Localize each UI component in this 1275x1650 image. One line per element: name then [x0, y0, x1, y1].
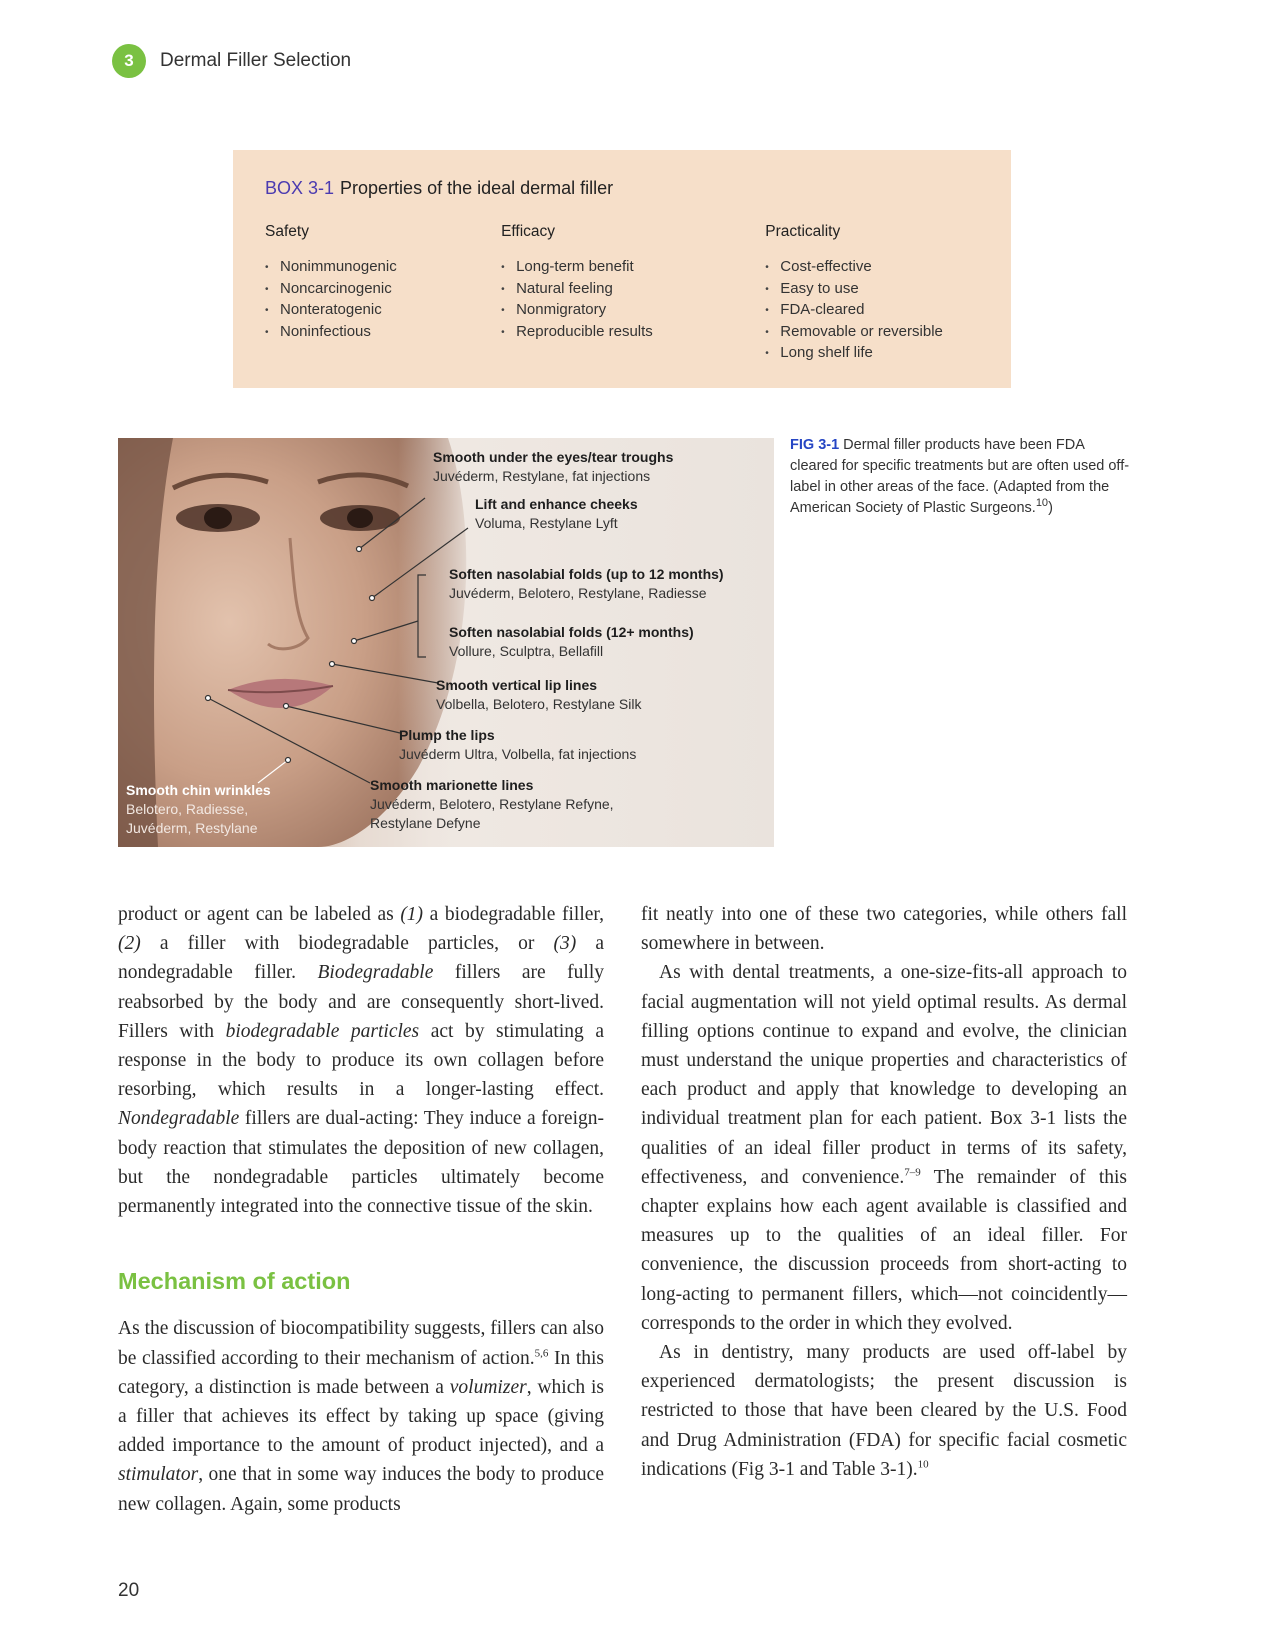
- box-column-heading: Efficacy: [501, 223, 556, 240]
- fig-label-lip-lines: Smooth vertical lip lines Volbella, Belotero, Restylane Silk: [436, 677, 642, 712]
- bullet-icon: •: [501, 305, 505, 316]
- list-item: • Reproducible results: [501, 322, 765, 344]
- list-item: • Cost-effective: [765, 257, 979, 279]
- leader-line: [208, 698, 370, 783]
- list-item: • Long-term benefit: [501, 257, 765, 279]
- bullet-icon: •: [765, 348, 769, 359]
- leader-line: [359, 498, 425, 549]
- paragraph: As in dentistry, many products are used off-label by experienced dermatologists; the present discussion is restricted to those that have been cleared by the U.S. Food and Drug Administration (FDA) for specific facial cosmetic indications (Fig 3-1 and Table 3-1).$^{10}$: [641, 1342, 1127, 1480]
- figure-label: FIG 3-1: [790, 437, 840, 453]
- page-number: 20: [118, 1580, 140, 1601]
- list-item: • FDA-cleared: [765, 300, 979, 322]
- paragraph: fit neatly into one of these two categories, while others fall somewhere in between.: [641, 904, 1127, 955]
- reference-number: 10: [1035, 497, 1049, 510]
- chapter-number-badge: 3: [112, 44, 146, 78]
- bullet-icon: •: [765, 305, 769, 316]
- box-title: [265, 178, 979, 199]
- leader-dot: [286, 758, 291, 763]
- box-column-efficacy: [501, 223, 765, 365]
- paragraph: product or agent can be labeled as (1) a biodegradable filler, (2) a filler with biodegradable particles, or (3) a nondegradable filler. Biodegradable fillers are fully reabsorbed by the body and are consequently short-lived. Fillers with biodegradable particles act by stimulating a response in the body to produce its own collagen before resorbing, which results in a longer-lasting effect. Nondegradable fillers are dual-acting: They induce a foreign-body reaction that stimulates the deposition of new collagen, but the nondegradable particles ultimately become permanently integrated into the connective tissue of the skin.: [118, 904, 604, 1218]
- bullet-icon: •: [501, 326, 505, 338]
- box-title-text: Properties of the ideal dermal filler: [340, 178, 614, 198]
- bullet-icon: •: [501, 262, 505, 273]
- bullet-icon: •: [265, 262, 269, 273]
- box-column-safety: [265, 223, 501, 365]
- figure-caption: FIG 3-1 Dermal filler products have been FDA cleared for specific treatments but are often used off-label in other areas of the face. (Adapted from the American Society of Plastic Surgeons.$^{10}$): [790, 437, 1130, 516]
- list-item: • Easy to use: [765, 279, 979, 301]
- box-label: BOX 3-1: [265, 178, 335, 198]
- box-columns: [265, 223, 979, 365]
- body-column-left: [118, 900, 604, 1519]
- leader-line: [286, 706, 400, 733]
- leader-dot: [352, 639, 357, 644]
- leader-dot: [357, 547, 362, 552]
- list-item: • Natural feeling: [501, 279, 765, 301]
- list-item: • Nonteratogenic: [265, 300, 501, 322]
- chapter-title: Dermal Filler Selection: [160, 50, 352, 71]
- leader-dot: [330, 662, 335, 667]
- box-column-heading: Safety: [265, 223, 309, 240]
- running-header: [112, 44, 351, 78]
- leader-line: [332, 664, 438, 683]
- box-column-heading: Practicality: [765, 223, 841, 240]
- list-item: • Noncarcinogenic: [265, 279, 501, 301]
- leader-dot: [206, 696, 211, 701]
- leader-bracket: [418, 575, 426, 657]
- list-item: • Long shelf life: [765, 343, 979, 365]
- fig-label-lips: Plump the lips Juvéderm Ultra, Volbella, fat injections: [399, 727, 637, 762]
- paragraph: As with dental treatments, a one-size-fits-all approach to facial augmentation will not yield optimal results. As dermal filling options continue to expand and evolve, the clinician must understand the unique properties and characteristics of each product and apply that knowledge to developing an individual treatment plan for each patient. Box 3-1 lists the qualities of an ideal filler product in terms of its safety, effectiveness, and convenience.$^{7-9}$ The remainder of this chapter explains how each agent available is classified and measures up to the qualities of an ideal filler. For convenience, the discussion proceeds from short-acting to long-acting to permanent fillers, which—not coincidently—corresponds to the order in which they evolved.: [641, 962, 1127, 1334]
- bullet-icon: •: [765, 326, 769, 338]
- figure-3-1: [118, 438, 774, 847]
- list-item: • Nonmigratory: [501, 300, 765, 322]
- bullet-icon: •: [265, 305, 269, 316]
- caption-text: Dermal filler products have been FDA cleared for specific treatments but are often used off-label in other areas of the face. (Adapted from the American Society of Plastic Surgeons.: [790, 437, 1130, 516]
- list-item: • Removable or reversible: [765, 322, 979, 344]
- list-item: • Noninfectious: [265, 322, 501, 344]
- paragraph: As the discussion of biocompatibility suggests, fillers can also be classified according to their mechanism of action.$^{5,6}$ In this category, a distinction is made between a volumizer, which is a filler that achieves its effect by taking up space (giving added importance to the amount of product injected), and a stimulator, one that in some way induces the body to produce new collagen. Again, some products: [118, 1318, 604, 1515]
- fig-label-tear-troughs: Smooth under the eyes/tear troughs Juvéderm, Restylane, fat injections: [433, 449, 674, 484]
- bullet-icon: •: [265, 326, 269, 338]
- bullet-icon: •: [765, 283, 769, 295]
- reference-number: 7–9: [904, 1166, 921, 1179]
- list-item: • Nonimmunogenic: [265, 257, 501, 279]
- fig-label-nasolabial-short: Soften nasolabial folds (up to 12 months) Juvéderm, Belotero, Restylane, Radiesse: [449, 566, 724, 601]
- bullet-icon: •: [765, 262, 769, 273]
- bullet-icon: •: [265, 283, 269, 295]
- reference-number: 10: [917, 1458, 929, 1471]
- leader-line: [354, 621, 418, 641]
- bullet-icon: •: [501, 283, 505, 295]
- box-column-practicality: [765, 223, 979, 365]
- fig-label-chin: Smooth chin wrinkles Belotero, Radiesse, Juvéderm, Restylane: [126, 782, 271, 836]
- leader-line: [258, 760, 288, 783]
- fig-label-cheeks: Lift and enhance cheeks Voluma, Restylane Lyft: [475, 496, 638, 531]
- fig-label-marionette: Smooth marionette lines Juvéderm, Belotero, Restylane Refyne, Restylane Defyne: [370, 777, 614, 831]
- leader-dot: [284, 704, 289, 709]
- leader-dot: [370, 596, 375, 601]
- reference-number: 5,6: [534, 1347, 549, 1360]
- fig-label-nasolabial-long: Soften nasolabial folds (12+ months) Vollure, Sculptra, Bellafill: [449, 624, 694, 659]
- body-column-right: [641, 900, 1127, 1484]
- section-heading: Mechanism of action: [118, 1268, 351, 1295]
- box-3-1: [233, 150, 1011, 388]
